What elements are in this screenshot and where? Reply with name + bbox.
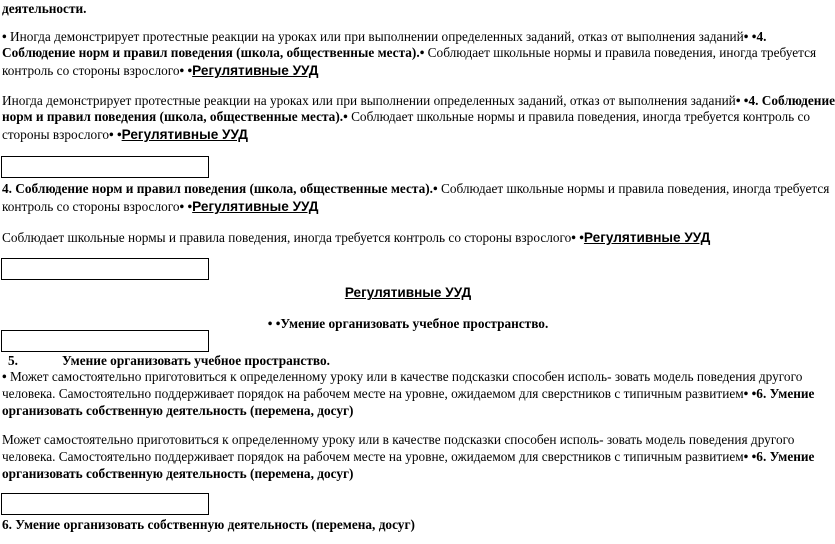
bullet-icon: • (179, 199, 185, 214)
bullet-icon: • (743, 29, 749, 44)
text-fragment: Умение организовать учебное пространство. (280, 316, 549, 331)
text-line (2, 109, 810, 125)
bullet-icon: • (108, 127, 114, 142)
text-fragment: стороны взрослого (2, 127, 109, 142)
text-line (2, 1, 86, 17)
text-line (2, 199, 319, 215)
text-line (2, 127, 248, 143)
bullet-icon: • (751, 449, 757, 464)
section-heading: Регулятивные УУД (192, 63, 319, 78)
bullet-icon: • (187, 199, 193, 214)
bullet-icon: • (275, 316, 281, 331)
bullet-icon: • (751, 386, 757, 401)
bullet-icon: • (432, 181, 438, 196)
text-line (2, 466, 353, 482)
text-line (2, 517, 415, 533)
text-fragment: Может самостоятельно приготовиться к определенному уроку или в качестве подсказки способен исполь- зовать модель поведения другого (2, 432, 795, 447)
bullet-icon: • (743, 93, 749, 108)
text-fragment: деятельности. (2, 1, 87, 16)
text-fragment: организовать собственную деятельность (перемена, досуг) (2, 403, 354, 418)
empty-input-box[interactable] (1, 330, 209, 352)
text-fragment: 6. Умение (756, 449, 815, 464)
bullet-icon: • (735, 93, 741, 108)
item-number: 5. (8, 353, 18, 368)
text-fragment: 6. Умение (756, 386, 815, 401)
text-fragment: Соблюдение норм и правил поведения (школа, общественные места). (2, 45, 420, 60)
text-line (2, 369, 802, 385)
bullet-icon: • (579, 230, 584, 245)
numbered-heading (2, 353, 330, 369)
bullet-icon: • (187, 63, 193, 78)
bullet-icon: • (419, 45, 425, 60)
bullet-icon: • (267, 316, 273, 331)
text-line (2, 29, 766, 45)
text-fragment: 4. Соблюдение (748, 93, 835, 108)
text-fragment: 4. Соблюдение норм и правил поведения (школа, общественные места). (2, 181, 433, 196)
bullet-icon: • (179, 63, 185, 78)
text-line (2, 230, 710, 246)
text-fragment: Соблюдает школьные нормы и правила поведения, иногда требуется (440, 181, 830, 196)
text-fragment: 6. Умение организовать собственную деятельность (перемена, досуг) (2, 517, 415, 532)
text-fragment: человека. Самостоятельно поддерживает порядок на рабочем месте на уровне, ожидаемом для сверстников с типичным развитием (2, 449, 744, 464)
section-heading: Регулятивные УУД (583, 230, 711, 245)
bullet-icon: • (743, 449, 749, 464)
bullet-icon: • (743, 386, 749, 401)
empty-input-box[interactable] (1, 156, 209, 178)
section-heading: Регулятивные УУД (192, 199, 319, 214)
empty-input-box[interactable] (1, 258, 209, 280)
text-fragment: контроль со стороны взрослого (2, 199, 180, 214)
empty-input-box[interactable] (1, 493, 209, 515)
text-line (2, 45, 816, 61)
bullet-icon: • (116, 127, 122, 142)
centered-heading (0, 285, 816, 301)
text-fragment: Умение организовать учебное пространство. (62, 353, 330, 368)
section-heading: Регулятивные УУД (344, 285, 472, 300)
text-fragment: Иногда демонстрирует протестные реакции на уроках или при выполнении определенных заданий, отказ от выполнения заданий (2, 93, 736, 108)
section-heading: Регулятивные УУД (121, 127, 248, 142)
bullet-icon: • (2, 369, 7, 384)
text-fragment: Иногда демонстрирует протестные реакции на уроках или при выполнении определенных заданий, отказ от выполнения заданий (9, 29, 744, 44)
bullet-icon: • (571, 230, 576, 245)
text-line (2, 63, 319, 79)
text-fragment: Соблюдает школьные нормы и правила поведения, иногда требуется (427, 45, 817, 60)
text-fragment: Может самостоятельно приготовиться к определенному уроку или в качестве подсказки способен исполь- зовать модель поведения другого (9, 369, 803, 384)
text-line (2, 403, 353, 419)
text-line (2, 181, 829, 197)
text-fragment: Соблюдает школьные нормы и правила поведения, иногда требуется контроль со стороны взрослого (2, 230, 572, 245)
text-fragment: организовать собственную деятельность (перемена, досуг) (2, 466, 354, 481)
bullet-icon: • (343, 109, 348, 124)
text-fragment: норм и правил поведения (школа, общественные места). (2, 109, 344, 124)
bullet-icon: • (2, 29, 7, 44)
bullet-icon: • (751, 29, 757, 44)
text-fragment: 4. (756, 29, 767, 44)
text-line (2, 432, 794, 448)
text-line (2, 449, 814, 465)
text-fragment: Соблюдает школьные нормы и правила поведения, иногда требуется контроль со (351, 109, 811, 124)
text-line (2, 386, 814, 402)
text-fragment: человека. Самостоятельно поддерживает порядок на рабочем месте на уровне, ожидаемом для сверстников с типичным развитием (2, 386, 744, 401)
text-line (2, 93, 835, 109)
text-fragment: контроль со стороны взрослого (2, 63, 180, 78)
